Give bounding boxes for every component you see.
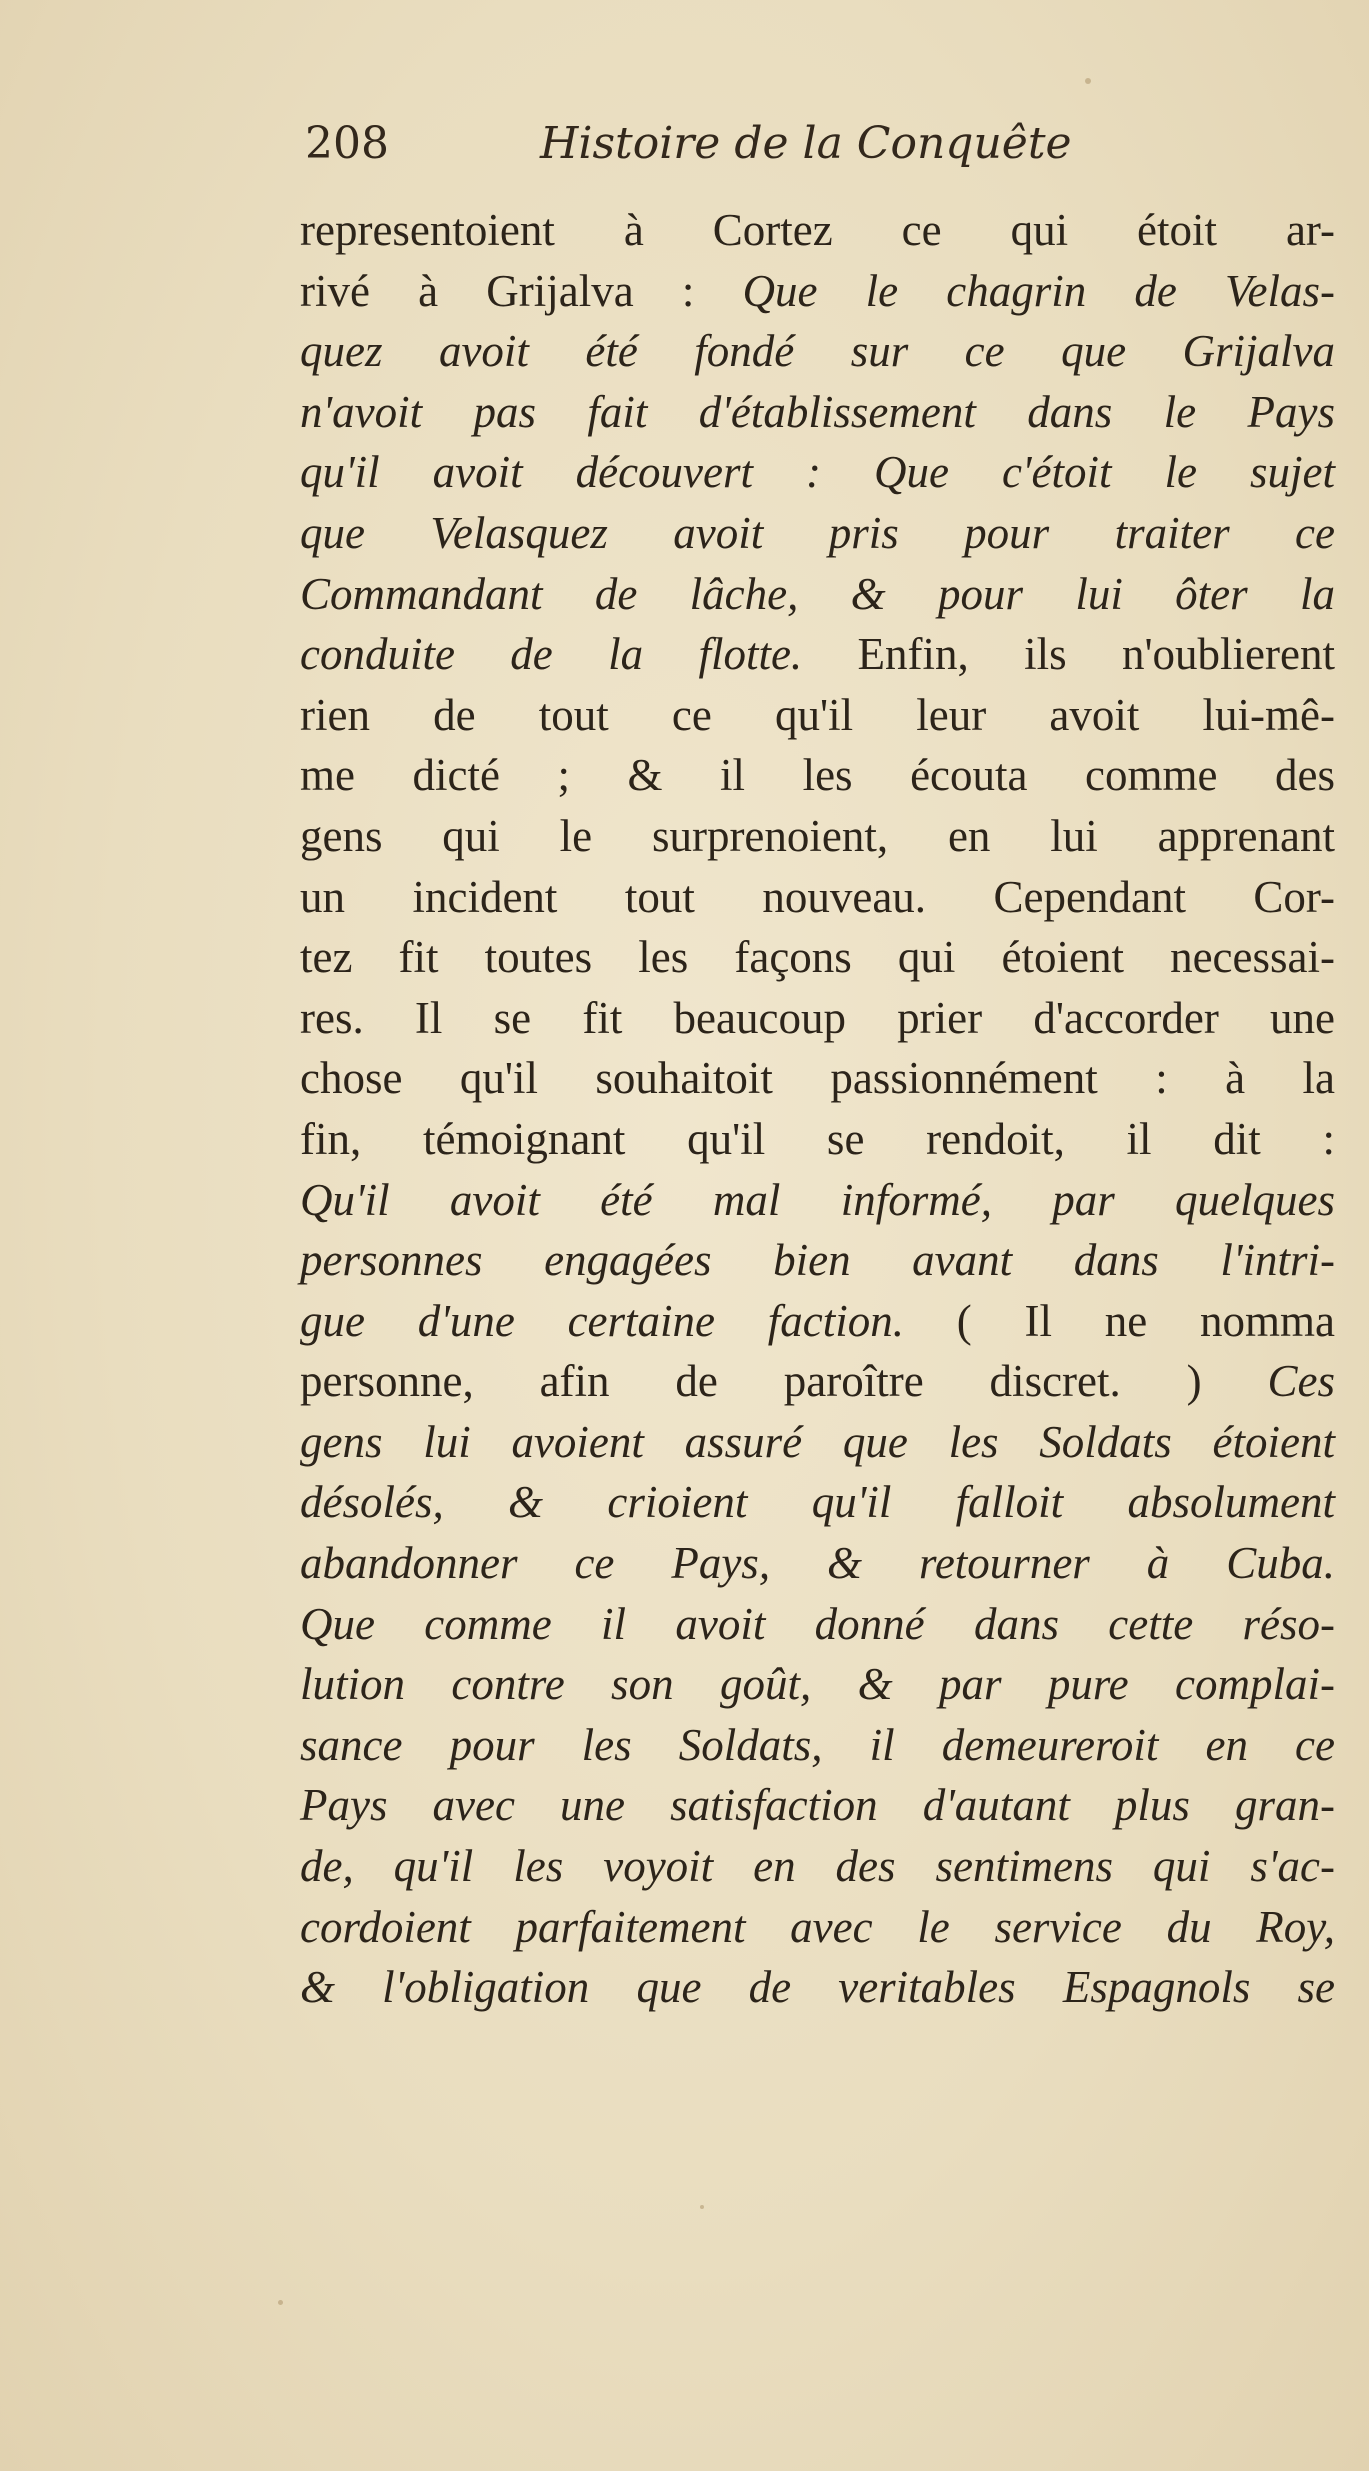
- text-line: [300, 1533, 1335, 1594]
- roman-text: rivé à Grijalva :: [300, 265, 743, 316]
- text-line: [300, 685, 1335, 746]
- text-line: [300, 1715, 1335, 1776]
- text-line: [300, 261, 1335, 322]
- italic-text: Commandant de lâche, & pour lui ôter la: [300, 568, 1335, 619]
- text-line: [300, 382, 1335, 443]
- roman-text: representoient à Cortez ce qui étoit ar-: [300, 205, 1335, 255]
- italic-text: & l'obligation que de veritables Espagnols se: [300, 1962, 1335, 2013]
- italic-text: Ces: [1267, 1356, 1335, 1407]
- paper-spot: [278, 2300, 283, 2305]
- text-line: [300, 503, 1335, 564]
- italic-text: cordoient parfaitement avec le service du Roy,: [300, 1901, 1335, 1952]
- text-line: [300, 745, 1335, 806]
- text-line: [300, 1897, 1335, 1958]
- roman-text: rien de tout ce qu'il leur avoit lui-mê-: [300, 689, 1335, 740]
- italic-text: désolés, & crioient qu'il falloit absolument: [300, 1477, 1335, 1528]
- italic-text: que Velasquez avoit pris pour traiter ce: [300, 507, 1335, 558]
- italic-text: Que comme il avoit donné dans cette réso-: [300, 1598, 1335, 1649]
- running-title: Histoire de la Conquête: [540, 118, 1072, 169]
- text-line: [300, 1594, 1335, 1655]
- page-number: 208: [305, 118, 389, 169]
- italic-text: abandonner ce Pays, & retourner à Cuba.: [300, 1538, 1335, 1589]
- roman-text: ( Il ne nomma: [904, 1295, 1335, 1346]
- italic-text: Pays avec une satisfaction d'autant plus gran-: [300, 1780, 1335, 1831]
- paper-spot: [1085, 78, 1091, 84]
- italic-text: n'avoit pas fait d'établissement dans le Pays: [300, 386, 1335, 437]
- roman-text: personne, afin de paroître discret. ): [300, 1356, 1268, 1407]
- italic-text: personnes engagées bien avant dans l'intri-: [300, 1235, 1335, 1286]
- roman-text: chose qu'il souhaitoit passionnément : à la: [300, 1053, 1335, 1104]
- roman-text: tez fit toutes les façons qui étoient necessai-: [300, 932, 1335, 983]
- paper-spot: [700, 2205, 704, 2209]
- text-line: [300, 564, 1335, 625]
- roman-text: me dicté ; & il les écouta comme des: [300, 750, 1335, 801]
- text-line: [300, 1412, 1335, 1473]
- roman-text: res. Il se fit beaucoup prier d'accorder une: [300, 992, 1335, 1043]
- text-line: [300, 624, 1335, 685]
- italic-text: Que le chagrin de Velas-: [742, 265, 1335, 316]
- text-line: [300, 1109, 1335, 1170]
- text-line: [300, 927, 1335, 988]
- text-line: [300, 1230, 1335, 1291]
- text-line: [300, 1472, 1335, 1533]
- text-line: [300, 1654, 1335, 1715]
- italic-text: quez avoit été fondé sur ce que Grijalva: [300, 326, 1335, 377]
- text-line: [300, 806, 1335, 867]
- text-line: [300, 1170, 1335, 1231]
- italic-text: gens lui avoient assuré que les Soldats étoient: [300, 1416, 1335, 1467]
- italic-text: de, qu'il les voyoit en des sentimens qui s'ac-: [300, 1841, 1335, 1892]
- text-line: [300, 988, 1335, 1049]
- body-text: [300, 200, 1335, 2018]
- text-line: [300, 1351, 1335, 1412]
- roman-text: un incident tout nouveau. Cependant Cor-: [300, 871, 1335, 922]
- text-line: [300, 1957, 1335, 2018]
- italic-text: gue d'une certaine faction.: [300, 1295, 905, 1346]
- text-line: [300, 867, 1335, 928]
- text-line: [300, 321, 1335, 382]
- italic-text: lution contre son goût, & par pure complai-: [300, 1659, 1335, 1710]
- text-line: [300, 442, 1335, 503]
- italic-text: sance pour les Soldats, il demeureroit en ce: [300, 1719, 1335, 1770]
- italic-text: conduite de la flotte.: [300, 629, 803, 680]
- text-line: [300, 1775, 1335, 1836]
- italic-text: Qu'il avoit été mal informé, par quelques: [300, 1174, 1335, 1225]
- text-line: [300, 200, 1335, 261]
- text-line: [300, 1048, 1335, 1109]
- text-line: [300, 1836, 1335, 1897]
- roman-text: fin, témoignant qu'il se rendoit, il dit :: [300, 1113, 1335, 1164]
- text-line: [300, 1291, 1335, 1352]
- roman-text: gens qui le surprenoient, en lui apprenant: [300, 810, 1335, 861]
- roman-text: Enfin, ils n'oublierent: [802, 629, 1335, 680]
- italic-text: qu'il avoit découvert : Que c'étoit le sujet: [300, 447, 1335, 498]
